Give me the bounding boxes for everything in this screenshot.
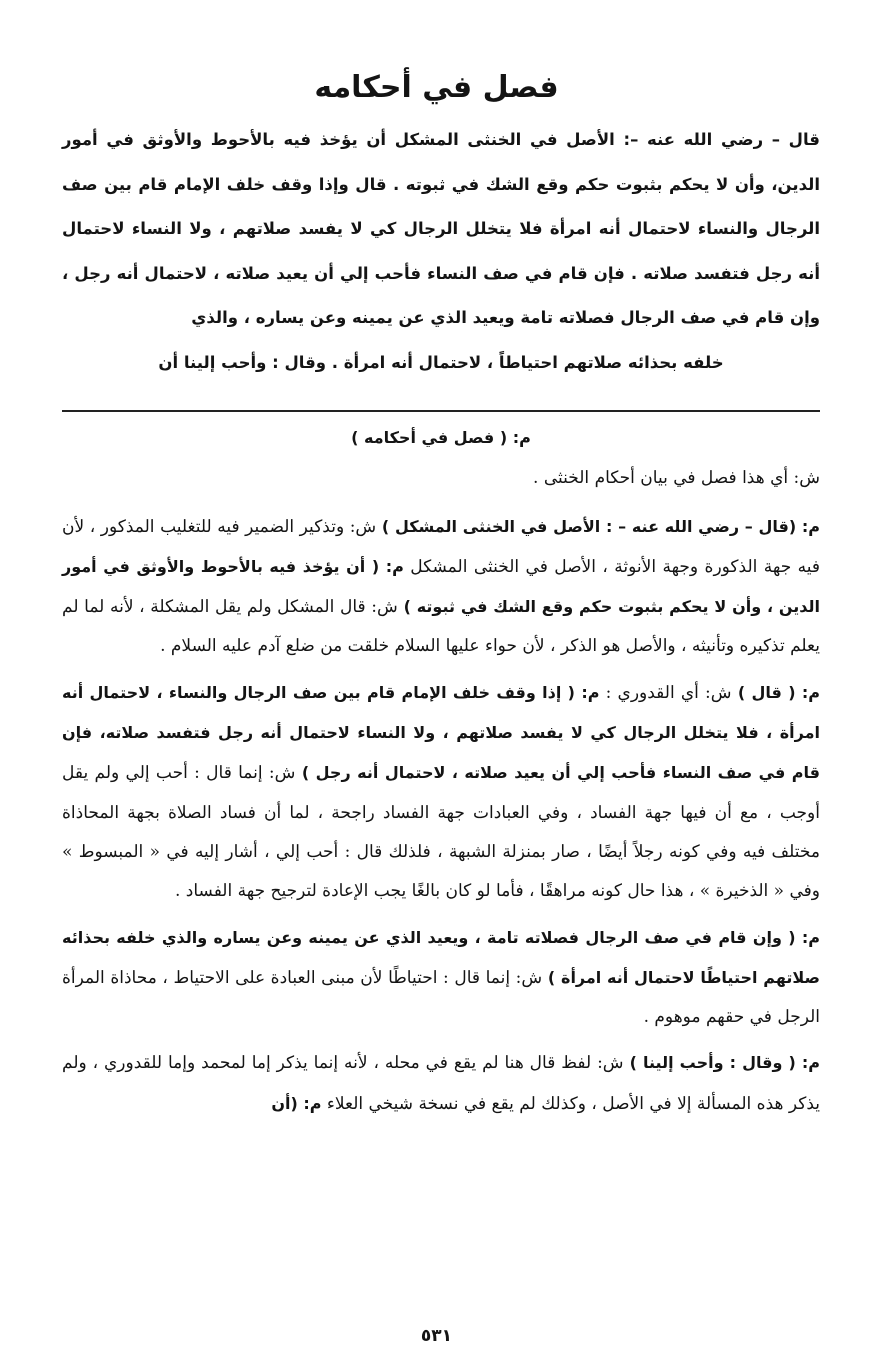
sharh-text: ش: قال المشكل ولم يقل المشكلة ، لأنه لما لم يعلم تذكيره وتأنيثه ، والأصل هو الذكر ، لأن حواء عليها السلام خلقت من ضلع آدم عليه السلام . [62, 597, 820, 657]
commentary-paragraph-2 [62, 507, 820, 667]
sharh-text: ش: إنما قال : احتياطًا لأن مبنى العبادة على الاحتياط ، محاذاة المرأة الرجل في حقهم موهوم . [62, 967, 820, 1028]
commentary-block [62, 418, 820, 1130]
matn-quote: م: (أن [271, 1093, 322, 1113]
matn-quote: م: ( وإن قام في صف الرجال فصلاته تامة ، ويعيد الذي عن يمينه وعن يساره والذي خلفه بحذائه صلاتهم احتياطًا لاحتمال أنه امرأة ) [62, 927, 820, 987]
matn-last-line: خلفه بحذائه صلاتهم احتياطاً ، لاحتمال أنه امرأة . وقال : وأحب إلينا أن [158, 352, 724, 372]
commentary-paragraph-1: ش: أي هذا فصل في بيان أحكام الخنثى . [533, 468, 820, 489]
chapter-title: فصل في أحكامه [314, 70, 559, 105]
commentary-paragraph-3 [62, 673, 820, 912]
matn-quote: م: ( إذا وقف خلف الإمام قام بين صف الرجال والنساء ، لاحتمال أنه امرأة ، فلا يتخلل الرجال كي لا يفسد صلاتهم ، ولا النساء لاحتمال أنه رجل فتفسد صلاته، فإن قام في صف النساء فأحب إلي أن يعيد صلاته ، لاحتمال أنه رجل ) [62, 682, 821, 783]
matn-quote: م: ( قال ) [731, 682, 820, 702]
sharh-text: ش: أي القدوري : [599, 682, 732, 703]
commentary-paragraph-5 [62, 1043, 820, 1124]
page-number: ٥٣١ [420, 1326, 453, 1346]
matn-quote: م: (قال – رضي الله عنه – : الأصل في الخنثى المشكل ) [376, 516, 821, 536]
matn-paragraph: قال – رضي الله عنه –: الأصل في الخنثى المشكل أن يؤخذ فيه بالأحوط والأوثق في أمور الدين، وأن لا يحكم بثبوت حكم وقع الشك في ثبوته . قال وإذا وقف خلف الإمام قام بين صف الرجال والنساء لاحتمال أنه امرأة فلا يتخلل الرجال كي لا يفسد صلاتهم ، ولا النساء لاحتمال أنه رجل فتفسد صلاته . فإن قام في صف النساء فأحب إلي أن يعيد صلاته ، لاحتمال أنه رجل ، وإن قام في صف الرجال فصلاته تامة ويعيد الذي عن يمينه وعن يساره ، والذي [62, 130, 820, 327]
separator-rule [62, 410, 820, 412]
matn-quote: م: ( أن يؤخذ فيه بالأحوط والأوثق في أمور الدين ، وأن لا يحكم بثبوت حكم وقع الشك في ثبوته ) [62, 556, 821, 617]
matn-quote: م: ( وقال : وأحب إلينا ) [623, 1053, 820, 1073]
sharh-text: ش: إنما قال : أحب إلي ولم يقل أوجب ، مع أن فيها جهة الفساد ، وفي العبادات جهة الفساد راجحة ، لما أن فساد الصلاة بجهة المحاذاة مختلف فيه وفي كونه رجلاً أيضًا ، صار بمنزلة الشبهة ، فلذلك قال : أحب إلي ، أشار إليه في « المبسوط » وفي « الذخيرة » ، هذا حال كونه مراهقًا ، فأما لو كان بالغًا يجب الإعادة لترجيح جهة الفساد . [62, 763, 820, 902]
sharh-text: ش: لفظ قال هنا لم يقع في محله ، لأنه إنما يذكر إما لمحمد وإما للقدوري ، ولم يذكر هذه المسألة إلا في الأصل ، وكذلك لم يقع في نسخة شيخي العلاء [62, 1053, 820, 1114]
sharh-text: ش: وتذكير الضمير فيه للتغليب المذكور ، لأن فيه جهة الذكورة وجهة الأنوثة ، الأصل في الخنثى المشكل [62, 516, 821, 577]
commentary-heading: م: ( فصل في أحكامه ) [351, 428, 531, 447]
commentary-paragraph-4 [62, 918, 820, 1038]
matn-text-block [62, 118, 820, 385]
